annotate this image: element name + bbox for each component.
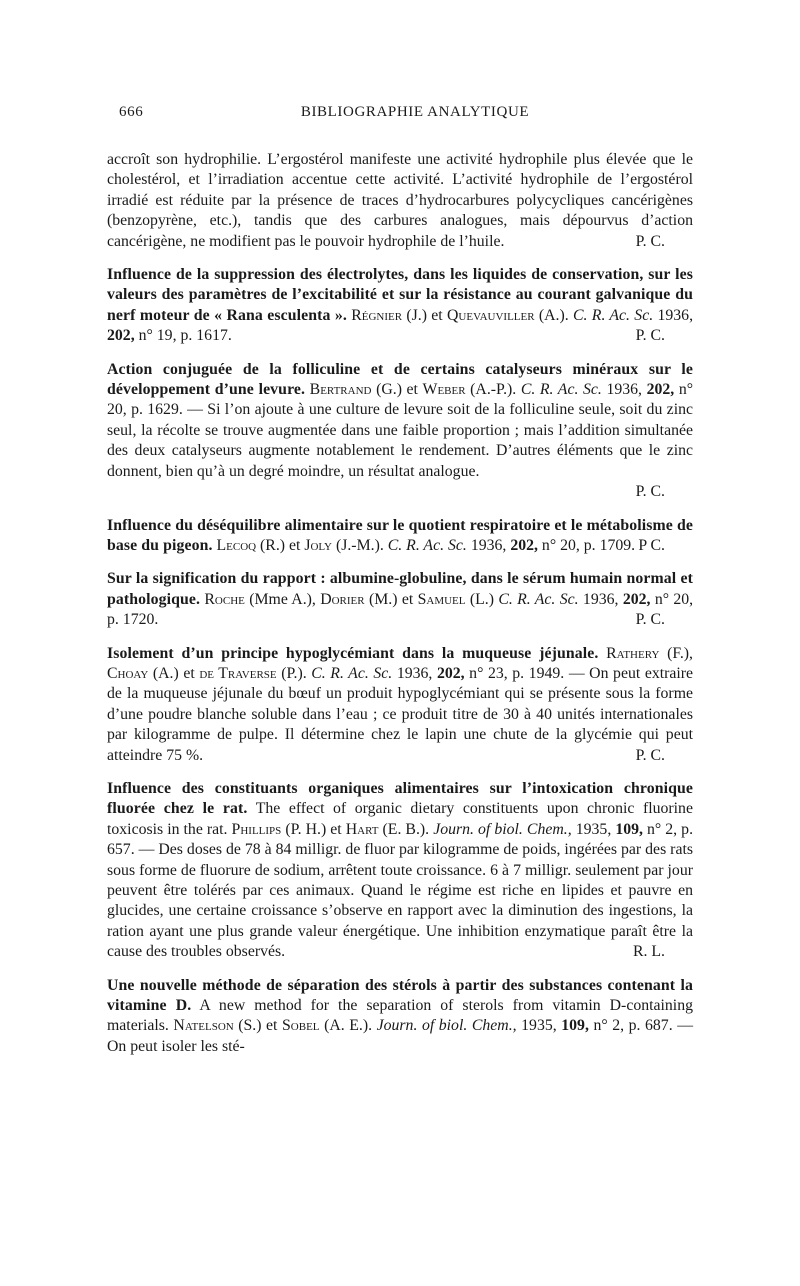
author-initials: (P. H.) et [285,820,342,838]
entry-summary: — Des doses de 78 à 84 milligr. de fluor par kilogramme de poids, ingérées par des rats sous forme de fluorure de sodium, arrêtent toute croissance. 6 à 7 milligr. seulement par jour peuvent être tolérés par ces animaux. Quand le régime est riche en lipides et pauvre en glucides, une certaine croissance s’observe en rapport avec la diminution des ingestions, la ration ayant une plus grande valeur énergétique. Une inhibition enzymatique paraît être la cause des troubles observés. [107,841,693,961]
bibliography-entry [107,569,693,630]
journal-name: C. R. Ac. Sc. [311,664,393,682]
journal-name: C. R. Ac. Sc. [498,590,579,608]
journal-volume: 202, [436,664,465,682]
journal-volume: 109, [615,820,643,838]
author-name: Phillips [231,820,282,838]
page-number: 666 [119,104,144,120]
author-initials: (Mme A.), [249,590,316,608]
journal-volume: 202, [107,327,135,345]
journal-issue: n° 20, p. 1720. [107,590,694,629]
author-initials: (F.), [667,644,694,662]
bibliography-entry [107,976,693,1058]
journal-year: 1936, [606,381,642,399]
bibliography-entry [107,265,693,347]
entry-signature: P. C. [635,327,665,345]
bibliography-entry [107,360,693,503]
author-initials: (A. E.). [324,1017,373,1035]
author-name: Weber [422,381,466,399]
entry-title: Influence du déséquilibre alimentaire sur le quotient respiratoire et le métabolisme de base du pigeon. [107,516,693,554]
entry-english-title: A new method for the separation of sterols from vitamin D-containing materials. [107,997,693,1035]
author-name: Rathery [606,644,660,662]
document-page [107,104,693,1057]
journal-volume: 202, [622,590,651,608]
journal-issue: n° 20, p. 1709. [541,536,636,554]
journal-name: C. R. Ac. Sc. [387,536,467,554]
author-initials: (E. B.). [382,820,430,838]
entry-signature: P. C. [635,483,665,501]
entry-title-species: Rana esculenta [226,306,331,324]
entry-signature: R. L. [632,943,665,961]
author-initials: (J.-M.). [335,536,384,554]
entry-signature: P. C. [635,611,665,629]
running-title: BIBLIOGRAPHIE ANALYTIQUE [300,104,530,120]
author-name: Dorier [320,590,365,608]
author-initials: (L.) [469,590,494,608]
author-initials: (A.-P.). [470,381,517,399]
journal-year: 1936, [470,536,507,554]
page-header [107,104,693,130]
journal-issue: n° 23, p. 1949. [469,664,565,682]
intro-paragraph [107,150,693,252]
bibliography-entry [107,644,693,766]
journal-name: C. R. Ac. Sc. [573,306,654,324]
bibliography-entry [107,516,693,557]
bibliography-entry [107,779,693,963]
entry-signature: P. C. [635,232,665,250]
entry-title: Influence des constituants organiques alimentaires sur l’intoxication chronique fluorée chez le rat. [107,779,693,818]
journal-name: C. R. Ac. Sc. [520,381,602,399]
journal-year: 1936, [657,306,694,324]
entry-english-title: The effect of organic dietary constituents upon chronic fluorine toxicosis in the rat. [107,800,693,838]
author-name: Roche [204,590,245,608]
intro-text: accroît son hydrophilie. L’ergostérol manifeste une activité hydrophile plus élevée que le cholestérol, et l’irradiation accentue cette activité. L’activité hydrophile de l’ergostérol irradié est réduite par la présence de traces d’hydrocarbures polycycliques cancérigènes (benzopyrène, etc.), tandis que des carbures analogues, mais dépourvus d’action cancérigène, ne modifient pas le pouvoir hydrophile de l’huile. [107,151,693,250]
journal-issue: n° 19, p. 1617. [138,327,232,345]
entry-summary: — On peut isoler les sté- [107,1017,693,1055]
author-initials: (A.) et [152,664,195,682]
journal-issue: n° 2, p. 687. [593,1017,673,1035]
document-body [107,150,693,1057]
journal-year: 1935, [521,1017,557,1035]
author-name: Natelson [173,1017,234,1035]
journal-volume: 109, [561,1017,589,1035]
entry-signature: P C. [638,536,665,554]
author-name: Lecoq [216,536,257,554]
entry-summary: — Si l’on ajoute à une culture de levure soit de la folliculine seule, soit du zinc seul, la récolte se trouve augmentée dans une faible proportion ; mais l’addition simultanée des deux catalyseurs augmente notablement le rendement. D’autres éléments que le zinc donnent, bien qu’à un degré moindre, un résultat analogue. [107,401,693,480]
author-name: de Traverse [199,664,277,682]
journal-issue: n° 20, p. 1629. [107,381,694,419]
author-name: Quevauviller [447,306,535,324]
entry-title: Sur la signification du rapport : albumine-globuline, dans le sérum humain normal et pathologique. [107,570,693,608]
entry-title: Action conjuguée de la folliculine et de certains catalyseurs minéraux sur le développement d’une levure. [107,360,693,399]
author-name: Samuel [417,590,466,608]
journal-name: Journ. of biol. Chem., [376,1017,517,1035]
journal-name: Journ. of biol. Chem., [433,820,572,838]
journal-volume: 202, [646,381,675,399]
entry-title: Une nouvelle méthode de séparation des stérols à partir des substances contenant la vitamine D. [107,976,693,1015]
author-initials: (R.) et [260,536,301,554]
author-conjunction: et [401,590,414,608]
author-initials: (P.). [281,664,307,682]
journal-year: 1936, [396,664,433,682]
entry-signature: P. C. [635,746,665,764]
entry-title: Influence de la suppression des électrolytes, dans les liquides de conservation, sur les valeurs des paramètres de l’excitabilité et sur la résistance au courant galvanique du nerf moteur de « [107,266,693,324]
journal-volume: 202, [510,536,538,554]
author-initials: (A.). [538,306,569,324]
author-initials: (G.) et [376,381,418,399]
author-initials: (M.) [368,590,398,608]
journal-issue: n° 2, p. 657. [107,820,694,859]
author-name: Régnier [351,306,403,324]
author-name: Choay [107,664,149,682]
author-name: Sobel [282,1017,320,1035]
entry-summary: — On peut extraire de la muqueuse jéjunale du bœuf un produit hypoglycémiant qui se présente sous la forme d’une poudre blanche soluble dans l’eau ; ce produit titre de 30 à 40 unités internationales par kilogramme de pulpe. Il détermine chez le lapin une chute de la glycémie qui peut atteindre 75 %. [107,664,694,764]
journal-year: 1936, [582,590,619,608]
author-name: Bertrand [309,381,372,399]
journal-year: 1935, [575,820,612,838]
entry-title-end: ». [330,306,347,324]
entry-title: Isolement d’un principe hypoglycémiant dans la muqueuse jéjunale. [107,644,599,662]
author-name: Hart [345,820,379,838]
author-name: Joly [304,536,332,554]
author-initials: (S.) et [238,1017,278,1035]
author-initials: (J.) et [406,306,443,324]
